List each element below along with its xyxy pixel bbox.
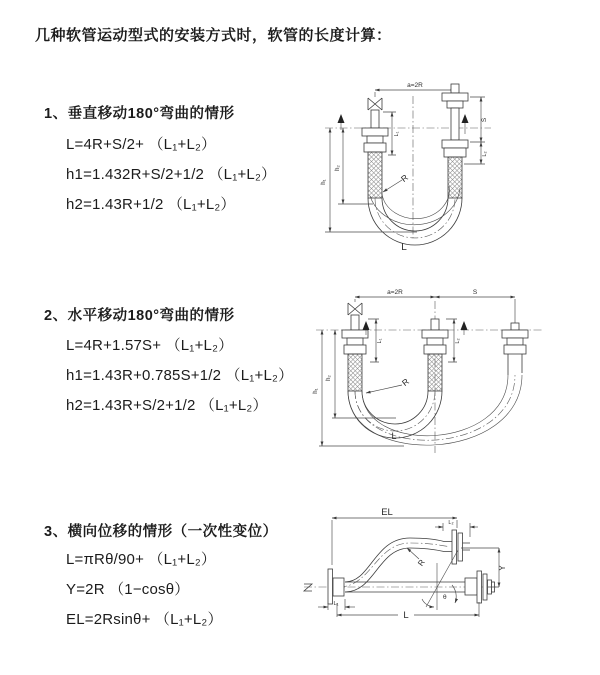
dimension-l1-fitting xyxy=(318,599,355,610)
radius-callout xyxy=(366,376,411,393)
braided-hose-middle xyxy=(428,354,442,391)
braided-hose-left xyxy=(348,354,362,391)
dim-label-l2: L₂ xyxy=(482,151,488,157)
dim-label-h2: h₂ xyxy=(335,165,341,171)
radius-label: R xyxy=(416,557,427,568)
centerline-break-symbol xyxy=(304,584,312,591)
dimension-s-shift xyxy=(435,289,515,297)
dimension-l xyxy=(337,602,479,621)
length-label: L xyxy=(401,242,407,253)
dim-label-h2: h₂ xyxy=(326,375,332,381)
section-1-formula-h2: h2=1.43R+1/2 （L₁+L₂） xyxy=(66,196,236,213)
movement-arrows xyxy=(338,114,469,137)
section-2-formula-h1: h1=1.43R+0.785S+1/2 （L₁+L₂） xyxy=(66,367,294,384)
section-3-formula-Y: Y=2R （1−cosθ） xyxy=(66,581,190,598)
dim-label-s: S xyxy=(472,289,478,296)
dimension-l2-fitting xyxy=(446,319,461,362)
section-2-heading: 2、水平移动180°弯曲的情形 xyxy=(44,308,235,324)
section-3-formula-EL: EL=2Rsinθ+ （L₁+L₂） xyxy=(66,611,223,628)
angle-label: θ xyxy=(443,594,447,601)
left-pipe-fitting xyxy=(362,110,388,198)
length-label: L xyxy=(391,431,397,441)
radius-label: R xyxy=(399,376,411,388)
radius-label: R xyxy=(398,172,410,184)
radius-callout xyxy=(407,548,427,568)
braided-hose-left xyxy=(368,152,382,198)
dimension-s-stroke xyxy=(470,97,488,142)
right-pipe-fitting xyxy=(502,323,528,375)
section-1-heading: 1、垂直移动180°弯曲的情形 xyxy=(44,106,235,122)
dim-label-h1: h₁ xyxy=(321,179,327,185)
dim-label-a2r: a=2R xyxy=(407,82,423,89)
movement-arrows xyxy=(363,321,468,335)
dim-label-el: EL xyxy=(381,507,393,518)
dim-label-l1: L₁ xyxy=(377,338,383,344)
section-3-formula-L: L=πRθ/90+ （L₁+L₂） xyxy=(66,551,217,568)
section-1-formula-L: L=4R+S/2+ （L₁+L₂） xyxy=(66,136,217,153)
diagram-horizontal-180-bend xyxy=(308,283,600,460)
dim-label-a2r: a=2R xyxy=(387,289,403,296)
dim-label-l: L xyxy=(403,610,409,621)
dimension-l1-fitting xyxy=(368,319,383,362)
dim-label-l2: L₂ xyxy=(455,338,461,344)
diagram-vertical-180-bend xyxy=(313,76,598,260)
dimension-el xyxy=(332,507,457,565)
middle-pipe-fitting xyxy=(422,319,448,391)
dim-label-s: S xyxy=(481,117,488,123)
section-3-heading: 3、横向位移的情形（一次性变位） xyxy=(44,524,278,540)
valve-icon xyxy=(348,303,362,315)
valve-icon xyxy=(368,98,382,110)
section-1-formula-h1: h1=1.432R+S/2+1/2 （L₁+L₂） xyxy=(66,166,277,183)
braided-hose-right xyxy=(448,157,462,198)
dim-label-y: Y xyxy=(498,565,507,571)
section-2-formula-h2: h2=1.43R+S/2+1/2 （L₁+L₂） xyxy=(66,397,268,414)
section-2-formula-L: L=4R+1.57S+ （L₁+L₂） xyxy=(66,337,234,354)
dim-label-l1: L₁ xyxy=(394,131,400,137)
right-pipe-fitting-two-positions xyxy=(442,84,468,198)
dim-label-l2: L₂ xyxy=(448,520,454,526)
diagram-lateral-displacement xyxy=(298,503,600,638)
dim-label-h1: h₁ xyxy=(313,388,319,394)
hose-s-curve xyxy=(345,538,444,592)
dim-label-l1: L₁ xyxy=(333,601,339,607)
page-title: 几种软管运动型式的安装方式时，软管的长度计算： xyxy=(35,27,392,44)
upper-flange xyxy=(444,530,470,564)
radius-callout xyxy=(383,172,410,192)
left-flange xyxy=(328,569,344,604)
